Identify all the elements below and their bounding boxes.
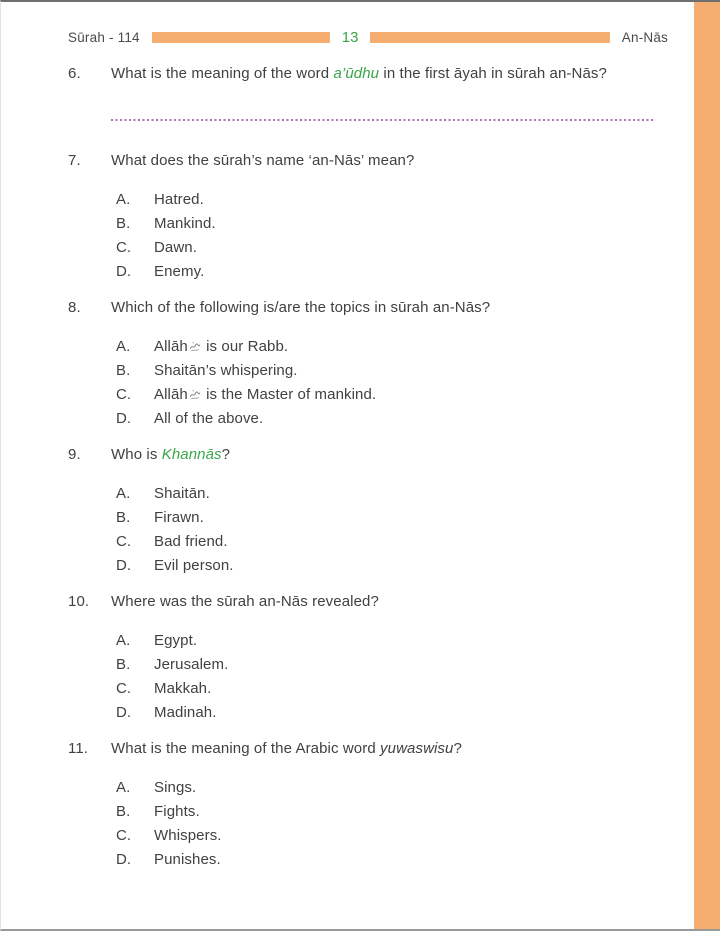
option-letter: A. [116, 338, 131, 355]
option-row [116, 677, 668, 701]
option-letter: B. [116, 215, 131, 232]
header-rule-right [370, 32, 609, 43]
page-header [68, 29, 668, 45]
option-letter: D. [116, 263, 132, 280]
option-row [116, 335, 668, 359]
options-list [116, 629, 668, 725]
question-text [111, 741, 668, 757]
option-letter: C. [116, 386, 132, 403]
option-text: Whispers. [154, 827, 222, 844]
option-row [116, 848, 668, 872]
question-number: 6. [68, 65, 81, 82]
option-letter: C. [116, 827, 132, 844]
option-row [116, 653, 668, 677]
option-text: Allāh is our Rabb. [154, 338, 289, 355]
option-letter: A. [116, 191, 131, 208]
option-letter: D. [116, 557, 132, 574]
header-rule-left [152, 32, 330, 43]
option-text: All of the above. [154, 410, 264, 427]
question-number: 8. [68, 299, 81, 316]
option-text: Evil person. [154, 557, 234, 574]
option-letter: C. [116, 680, 132, 697]
question-block [68, 447, 668, 578]
option-letter: C. [116, 239, 132, 256]
option-text: Allāh is the Master of mankind. [154, 386, 377, 403]
questions-list [68, 66, 668, 872]
option-letter: A. [116, 779, 131, 796]
question-text-part: a’ūdhu [333, 65, 380, 82]
question-row [68, 447, 668, 463]
question-row [68, 153, 668, 169]
question-text-part: Who is [111, 446, 162, 463]
question-row [68, 741, 668, 757]
question-text [111, 66, 668, 82]
option-row [116, 407, 668, 431]
option-letter: B. [116, 509, 131, 526]
option-row [116, 212, 668, 236]
page-edge-stripe [694, 2, 720, 929]
option-text: Mankind. [154, 215, 216, 232]
question-block [68, 741, 668, 872]
question-text [111, 594, 668, 610]
question-text-part: What is the meaning of the word [111, 65, 334, 82]
option-row [116, 629, 668, 653]
option-text: Jerusalem. [154, 656, 229, 673]
header-surah-name: An-Nās [621, 29, 668, 45]
option-letter: B. [116, 362, 131, 379]
question-text-part: yuwaswisu [380, 740, 454, 757]
options-list [116, 335, 668, 431]
question-text-part: Khannās [161, 446, 222, 463]
question-text-part: Which of the following is/are the topics in sūrah an-Nās? [111, 299, 491, 316]
option-row [116, 236, 668, 260]
jalla-jalaluhu-honorific-icon [189, 389, 201, 400]
option-row [116, 383, 668, 407]
option-row [116, 776, 668, 800]
question-text-part: What does the sūrah’s name ‘an-Nās’ mean? [111, 152, 415, 169]
question-text-part: ? [221, 446, 231, 463]
question-number: 10. [68, 593, 90, 610]
question-text-part: in the first āyah in sūrah an-Nās? [379, 65, 607, 82]
question-number: 7. [68, 152, 81, 169]
option-letter: D. [116, 851, 132, 868]
page-content [68, 2, 668, 888]
option-row [116, 701, 668, 725]
option-letter: B. [116, 656, 131, 673]
option-row [116, 800, 668, 824]
options-list [116, 482, 668, 578]
option-letter: A. [116, 632, 131, 649]
question-block [68, 300, 668, 431]
question-row [68, 594, 668, 610]
question-row [68, 300, 668, 316]
answer-dotted-line [111, 119, 654, 121]
option-letter: B. [116, 803, 131, 820]
option-row [116, 482, 668, 506]
option-row [116, 359, 668, 383]
question-text [111, 447, 668, 463]
question-text-part: ? [453, 740, 462, 757]
option-row [116, 260, 668, 284]
header-surah-number: Sūrah - 114 [68, 29, 140, 45]
jalla-jalaluhu-honorific-icon [189, 341, 201, 352]
option-text: Punishes. [154, 851, 221, 868]
question-text [111, 153, 668, 169]
option-text: Bad friend. [154, 533, 228, 550]
option-text: Hatred. [154, 191, 204, 208]
question-number: 9. [68, 446, 81, 463]
option-letter: C. [116, 533, 132, 550]
question-row [68, 66, 668, 82]
option-text: Fights. [154, 803, 200, 820]
page-number: 13 [341, 28, 359, 46]
option-row [116, 506, 668, 530]
option-letter: D. [116, 704, 132, 721]
option-text: Shaitān. [154, 485, 210, 502]
question-block [68, 153, 668, 284]
option-text: Madinah. [154, 704, 217, 721]
options-list [116, 188, 668, 284]
option-text: Egypt. [154, 632, 198, 649]
option-text: Dawn. [154, 239, 198, 256]
option-letter: A. [116, 485, 131, 502]
question-text-part: Where was the sūrah an-Nās revealed? [111, 593, 379, 610]
options-list [116, 776, 668, 872]
option-text: Shaitān’s whispering. [154, 362, 298, 379]
option-row [116, 188, 668, 212]
option-row [116, 554, 668, 578]
option-letter: D. [116, 410, 132, 427]
question-text [111, 300, 668, 316]
option-row [116, 530, 668, 554]
question-block [68, 66, 668, 121]
option-text: Sings. [154, 779, 197, 796]
option-text: Makkah. [154, 680, 212, 697]
option-text: Firawn. [154, 509, 204, 526]
question-text-part: What is the meaning of the Arabic word [111, 740, 381, 757]
question-number: 11. [68, 740, 89, 757]
question-block [68, 594, 668, 725]
option-text: Enemy. [154, 263, 205, 280]
option-row [116, 824, 668, 848]
